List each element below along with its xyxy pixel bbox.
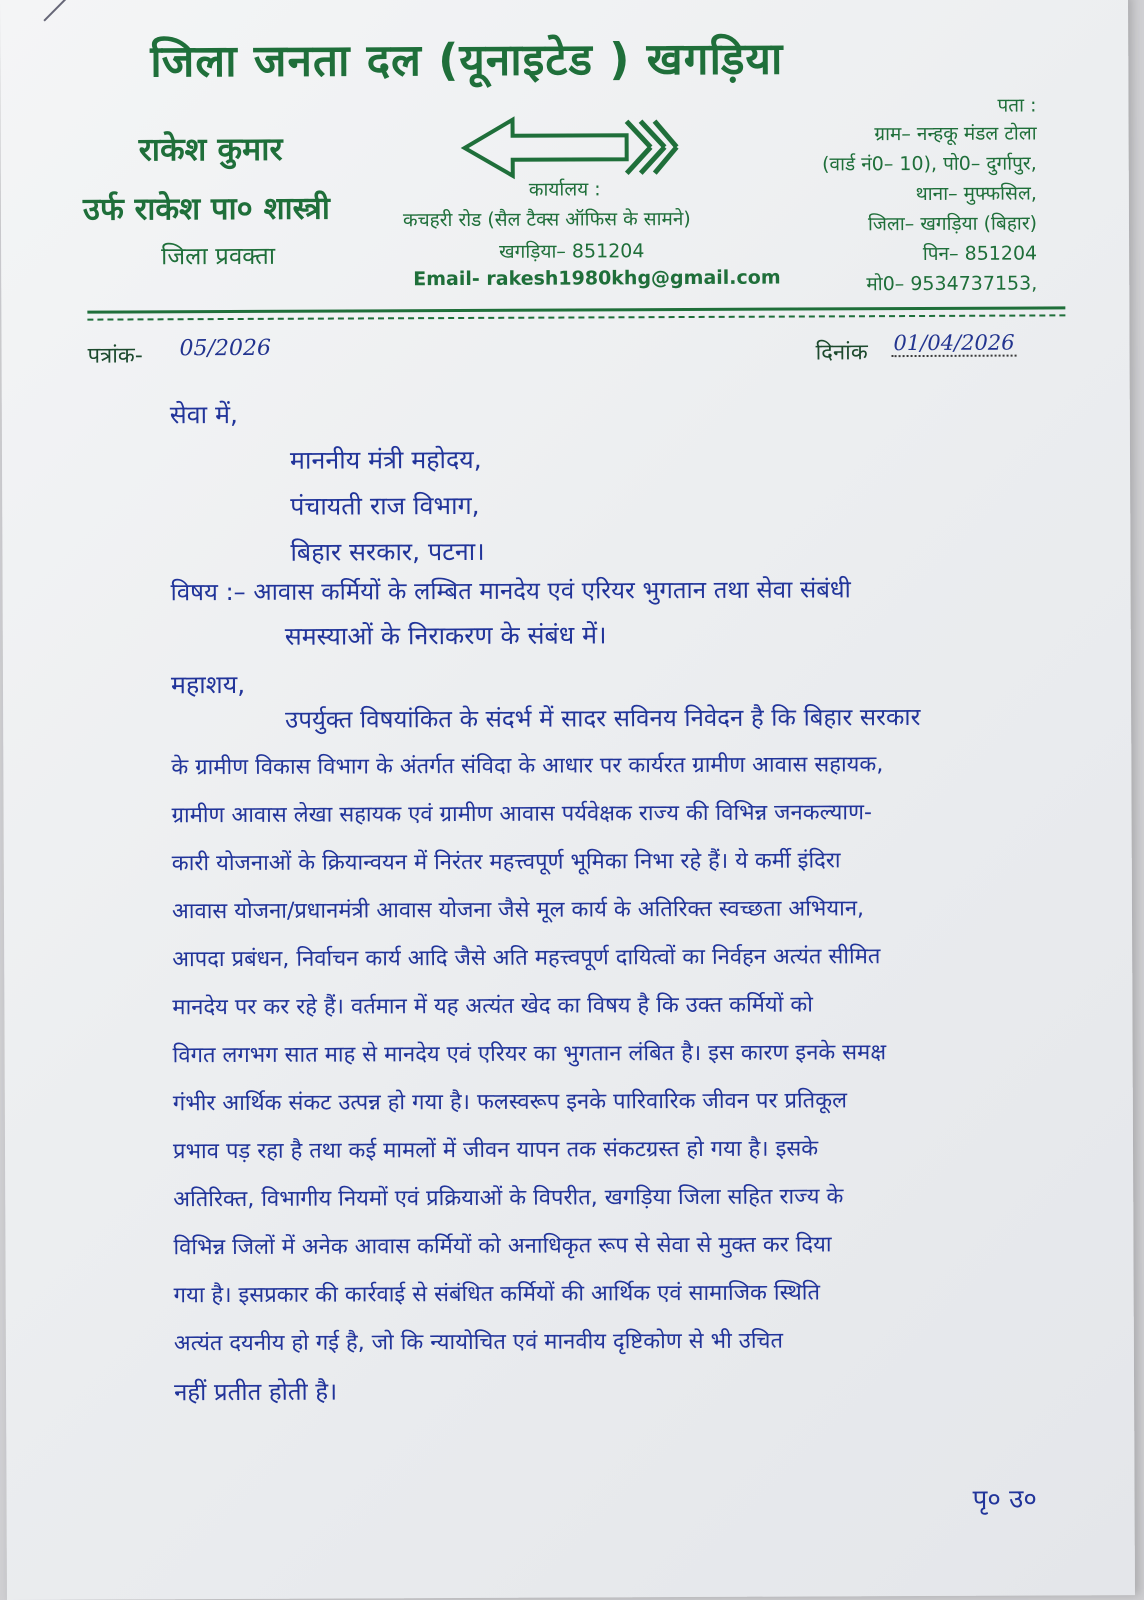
email-address: Email- rakesh1980khg@gmail.com [413, 266, 781, 291]
recipient-line: बिहार सरकार, पटना। [290, 536, 485, 567]
header-divider-dashed [87, 314, 1065, 320]
office-address: कचहरी रोड (सैल टैक्स ऑफिस के सामने) [402, 207, 691, 232]
address-line: (वार्ड नं0– 10), पो0– दुर्गापुर, [822, 152, 1037, 176]
body-line: कारी योजनाओं के क्रियान्वयन में निरंतर महत्त्वपूर्ण भूमिका निभा रहे हैं। ये कर्मी इंदिरा [171, 848, 841, 877]
body-line: गया है। इसप्रकार की कार्रवाई से संबंधित कर्मियों की आर्थिक एवं सामाजिक स्थिति [173, 1280, 821, 1309]
body-line: अत्यंत दयनीय हो गई है, जो कि न्यायोचित एवं मानवीय दृष्टिकोण से भी उचित [173, 1328, 784, 1357]
address-line: ग्राम– नन्हकू मंडल टोला [874, 122, 1037, 146]
address-line: जिला– खगड़िया (बिहार) [867, 212, 1038, 236]
address-label: पता : [997, 94, 1037, 117]
dinank-value: 01/04/2026 [891, 331, 1016, 358]
body-line: प्रभाव पड़ रहा है तथा कई मामलों में जीवन यापन तक संकटग्रस्त हो गया है। इसके [172, 1136, 819, 1165]
party-arrow-logo [461, 115, 679, 180]
office-label: कार्यालय : [528, 178, 601, 201]
subject-line: विषय :– आवास कर्मियों के लम्बित मानदेय एवं एरियर भुगतान तथा सेवा संबंधी [170, 575, 851, 607]
person-name: राकेश कुमार [138, 129, 283, 169]
address-line: पिन– 851204 [922, 242, 1038, 265]
body-line: आवास योजना/प्रधानमंत्री आवास योजना जैसे मूल कार्य के अतिरिक्त स्वच्छता अभियान, [171, 896, 865, 925]
office-city: खगड़िया– 851204 [499, 240, 645, 263]
body-line: उपर्युक्त विषयांकित के संदर्भ में सादर सविनय निवेदन है कि बिहार सरकार [285, 702, 921, 734]
address-line: थाना– मुफ्फसिल, [915, 182, 1037, 206]
page-turn-note: पृ० उ० [972, 1484, 1037, 1515]
patrank-label: पत्रांक- [87, 343, 143, 369]
subject-line: समस्याओं के निराकरण के संबंध में। [284, 620, 607, 651]
salutation-to: सेवा में, [169, 399, 238, 430]
body-line: अतिरिक्त, विभागीय नियमों एवं प्रक्रियाओं के विपरीत, खगड़िया जिला सहित राज्य के [173, 1184, 844, 1213]
body-line: गंभीर आर्थिक संकट उत्पन्न हो गया है। फलस्वरूप इनके पारिवारिक जीवन पर प्रतिकूल [172, 1088, 848, 1117]
pen-mark [43, 0, 73, 22]
body-line: विगत लगभग सात माह से मानदेय एवं एरियर का भुगतान लंबित है। इस कारण इनके समक्ष [172, 1040, 887, 1069]
body-line: ग्रामीण आवास लेखा सहायक एवं ग्रामीण आवास पर्यवेक्षक राज्य की विभिन्न जनकल्याण- [171, 800, 872, 829]
person-post: जिला प्रवक्ता [161, 241, 276, 271]
body-line: विभिन्न जिलों में अनेक आवास कर्मियों को अनाधिकृत रूप से सेवा से मुक्त कर दिया [173, 1232, 832, 1261]
body-line: मानदेय पर कर रहे हैं। वर्तमान में यह अत्यंत खेद का विषय है कि उक्त कर्मियों को [172, 992, 814, 1021]
dinank-label: दिनांक [815, 340, 868, 366]
party-title: जिला जनता दल (यूनाइटेड ) खगड़िया [150, 33, 784, 88]
recipient-line: पंचायती राज विभाग, [290, 490, 480, 521]
greeting: महाशय, [170, 669, 246, 700]
header-divider [87, 306, 1065, 313]
mobile-number: मो0– 9534737153, [866, 272, 1038, 296]
body-line: नहीं प्रतीत होती है। [174, 1377, 338, 1407]
body-line: आपदा प्रबंधन, निर्वाचन कार्य आदि जैसे अति महत्त्वपूर्ण दायित्वों का निर्वहन अत्यंत सीमित [172, 944, 881, 973]
body-line: के ग्रामीण विकास विभाग के अंतर्गत संविदा के आधार पर कार्यरत ग्रामीण आवास सहायक, [171, 752, 884, 781]
patrank-value: 05/2026 [179, 335, 271, 362]
person-alias: उर्फ राकेश पा० शास्त्री [82, 190, 330, 228]
recipient-line: माननीय मंत्री महोदय, [289, 444, 482, 475]
